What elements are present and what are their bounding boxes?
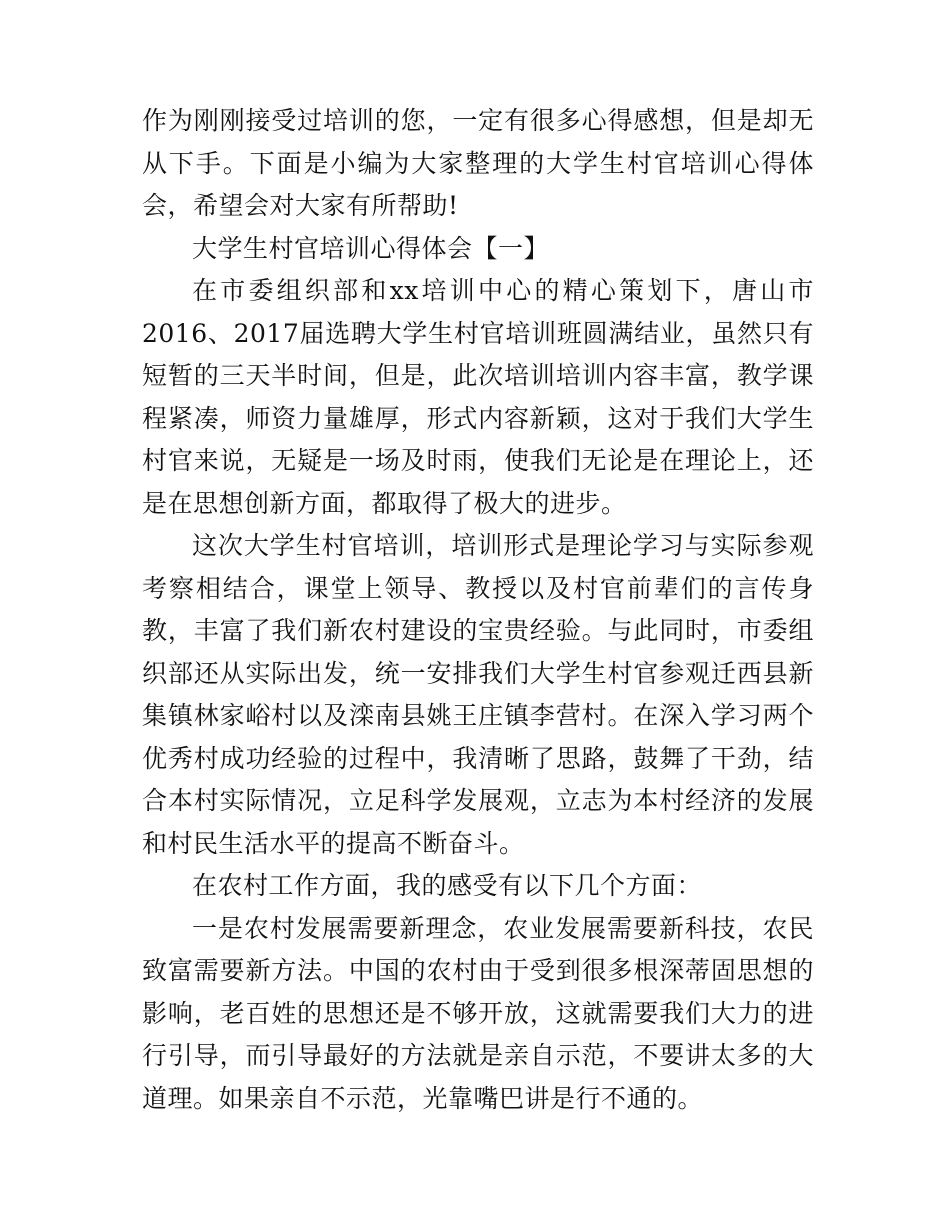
intro-paragraph: 作为刚刚接受过培训的您，一定有很多心得感想，但是却无从下手。下面是小编为大家整理的大学生村官培训心得体会，希望会对大家有所帮助! [142, 106, 814, 220]
body-paragraph-4: 一是农村发展需要新理念，农业发展需要新科技，农民致富需要新方法。中国的农村由于受到很多根深蒂固思想的影响，老百姓的思想还是不够开放，这就需要我们大力的进行引导，而引导最好的方法就是亲自示范，不要讲太多的大道理。如果亲自不示范，光靠嘴巴讲是行不通的。 [142, 913, 814, 1113]
document-body [142, 100, 814, 1120]
body-paragraph-1: 在市委组织部和xx培训中心的精心策划下，唐山市2016、2017届选聘大学生村官培训班圆满结业，虽然只有短暂的三天半时间，但是，此次培训培训内容丰富，教学课程紧凑，师资力量雄厚，形式内容新颖，这对于我们大学生村官来说，无疑是一场及时雨，使我们无论是在理论上，还是在思想创新方面，都取得了极大的进步。 [142, 276, 814, 518]
section-title: 大学生村官培训心得体会【一】 [192, 233, 550, 263]
body-paragraph-2: 这次大学生村官培训，培训形式是理论学习与实际参观考察相结合，课堂上领导、教授以及村官前辈们的言传身教，丰富了我们新农村建设的宝贵经验。与此同时，市委组织部还从实际出发，统一安排我们大学生村官参观迁西县新集镇林家峪村以及滦南县姚王庄镇李营村。在深入学习两个优秀村成功经验的过程中，我清晰了思路，鼓舞了干劲，结合本村实际情况，立足科学发展观，立志为本村经济的发展和村民生活水平的提高不断奋斗。 [142, 531, 814, 858]
body-paragraph-3: 在农村工作方面，我的感受有以下几个方面： [192, 871, 703, 900]
